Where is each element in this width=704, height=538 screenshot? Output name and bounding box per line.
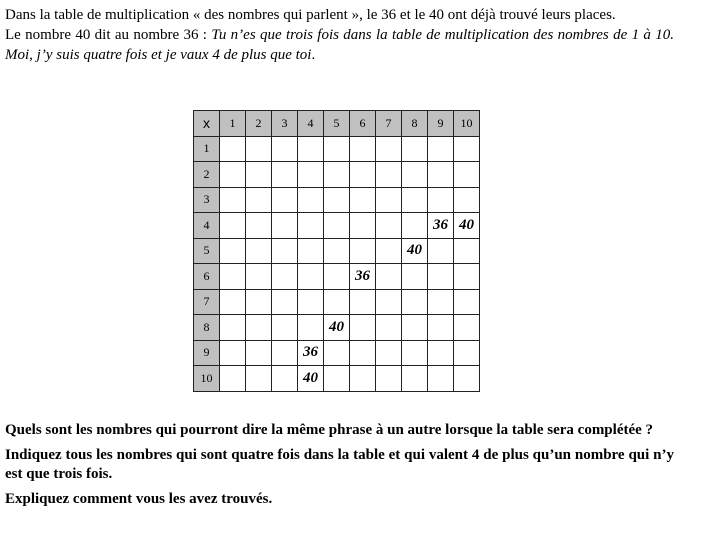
questions	[5, 421, 674, 515]
table-row	[194, 136, 480, 162]
table-cell	[428, 340, 454, 366]
table-cell	[298, 315, 324, 341]
question-3: Expliquez comment vous les avez trouvés.	[5, 491, 273, 507]
table-cell	[298, 136, 324, 162]
question-1: Quels sont les nombres qui pourront dire la même phrase à un autre lorsque la table sera complétée ?	[5, 422, 654, 438]
row-header-4: 4	[194, 213, 220, 239]
table-cell	[428, 136, 454, 162]
intro-text	[5, 5, 674, 65]
row-header-10: 10	[194, 366, 220, 392]
table-cell	[220, 340, 246, 366]
table-cell	[324, 238, 350, 264]
table-cell	[298, 187, 324, 213]
table-cell	[324, 264, 350, 290]
table-cell	[272, 162, 298, 188]
table-cell	[246, 366, 272, 392]
table-cell	[428, 238, 454, 264]
table-cell	[246, 238, 272, 264]
table-cell	[454, 366, 480, 392]
intro-quote-lead: Le nombre 40 dit au nombre 36 :	[5, 27, 212, 43]
row-header-3: 3	[194, 187, 220, 213]
table-cell	[324, 366, 350, 392]
table-row	[194, 366, 480, 392]
table-cell	[350, 238, 376, 264]
row-header-6: 6	[194, 264, 220, 290]
row-header-1: 1	[194, 136, 220, 162]
table-cell	[324, 187, 350, 213]
table-cell	[376, 366, 402, 392]
table-cell	[376, 238, 402, 264]
table-cell	[220, 136, 246, 162]
table-cell	[220, 264, 246, 290]
table-cell	[272, 136, 298, 162]
table-cell: 40	[298, 366, 324, 392]
col-header-2: 2	[246, 111, 272, 137]
table-cell	[350, 187, 376, 213]
table-cell: 36	[298, 340, 324, 366]
table-cell	[246, 213, 272, 239]
table-cell	[376, 213, 402, 239]
col-header-9: 9	[428, 111, 454, 137]
table-cell	[428, 187, 454, 213]
table-cell	[272, 340, 298, 366]
table-cell	[220, 187, 246, 213]
table-cell	[402, 315, 428, 341]
table-cell	[220, 162, 246, 188]
col-header-6: 6	[350, 111, 376, 137]
table-cell	[350, 136, 376, 162]
col-header-7: 7	[376, 111, 402, 137]
table-cell	[402, 187, 428, 213]
table-cell	[376, 289, 402, 315]
table-cell	[324, 289, 350, 315]
table-cell	[272, 264, 298, 290]
row-header-9: 9	[194, 340, 220, 366]
table-cell	[402, 366, 428, 392]
table-cell	[376, 340, 402, 366]
table-cell	[402, 213, 428, 239]
col-header-8: 8	[402, 111, 428, 137]
table-cell	[246, 264, 272, 290]
table-cell	[376, 315, 402, 341]
table-cell	[376, 264, 402, 290]
table-cell	[324, 136, 350, 162]
table-cell	[350, 340, 376, 366]
col-header-5: 5	[324, 111, 350, 137]
table-cell	[298, 162, 324, 188]
table-cell	[246, 315, 272, 341]
table-row	[194, 315, 480, 341]
table-cell	[298, 238, 324, 264]
table-cell	[402, 289, 428, 315]
table-cell	[454, 136, 480, 162]
table-cell	[324, 213, 350, 239]
table-cell	[402, 136, 428, 162]
table-row	[194, 264, 480, 290]
table-corner: x	[194, 111, 220, 137]
intro-quote-italic: Tu n’es que trois fois dans la table de multiplication des nombres de 1 à 10. Moi, j’y suis quatre fois et je vaux 4 de plus que toi	[5, 27, 674, 63]
table-cell	[324, 340, 350, 366]
table-cell	[402, 340, 428, 366]
table-cell: 36	[428, 213, 454, 239]
table-cell	[454, 162, 480, 188]
table-row	[194, 162, 480, 188]
table-cell	[376, 187, 402, 213]
table-cell: 36	[350, 264, 376, 290]
table-row	[194, 238, 480, 264]
table-cell	[272, 213, 298, 239]
table-cell	[428, 264, 454, 290]
table-cell	[350, 289, 376, 315]
table-cell	[454, 340, 480, 366]
table-cell	[454, 238, 480, 264]
table-cell: 40	[324, 315, 350, 341]
table-cell	[220, 238, 246, 264]
intro-paragraph-1: Dans la table de multiplication « des nombres qui parlent », le 36 et le 40 ont déjà trouvé leurs places.	[5, 7, 616, 23]
table-cell	[454, 187, 480, 213]
table-cell	[220, 213, 246, 239]
table-cell	[350, 315, 376, 341]
table-cell	[298, 264, 324, 290]
intro-paragraph-2	[5, 25, 674, 65]
table-cell	[350, 366, 376, 392]
table-cell	[428, 162, 454, 188]
col-header-4: 4	[298, 111, 324, 137]
table-cell	[272, 366, 298, 392]
table-cell	[272, 289, 298, 315]
table-cell	[402, 162, 428, 188]
table-cell	[272, 315, 298, 341]
table-cell	[272, 187, 298, 213]
table-cell	[298, 289, 324, 315]
table-cell	[454, 315, 480, 341]
table-cell	[298, 213, 324, 239]
table-cell	[454, 289, 480, 315]
table-cell	[246, 162, 272, 188]
col-header-3: 3	[272, 111, 298, 137]
table-cell	[246, 340, 272, 366]
table-cell	[246, 187, 272, 213]
row-header-2: 2	[194, 162, 220, 188]
table-cell: 40	[454, 213, 480, 239]
col-header-1: 1	[220, 111, 246, 137]
table-cell	[272, 238, 298, 264]
table-cell	[454, 264, 480, 290]
multiplication-table	[193, 110, 480, 392]
table-row	[194, 289, 480, 315]
table-cell	[220, 366, 246, 392]
question-2: Indiquez tous les nombres qui sont quatre fois dans la table et qui valent 4 de plus qu’un nombre qui n’y est que trois fois.	[5, 447, 674, 482]
table-row	[194, 187, 480, 213]
row-header-5: 5	[194, 238, 220, 264]
table-cell	[428, 315, 454, 341]
table-cell	[428, 366, 454, 392]
table-cell	[350, 162, 376, 188]
row-header-7: 7	[194, 289, 220, 315]
table-cell	[428, 289, 454, 315]
table-row	[194, 340, 480, 366]
table-cell	[376, 136, 402, 162]
table-cell	[220, 315, 246, 341]
intro-quote-end: .	[311, 47, 316, 63]
table-cell: 40	[402, 238, 428, 264]
table-cell	[402, 264, 428, 290]
table-cell	[350, 213, 376, 239]
table-cell	[376, 162, 402, 188]
col-header-10: 10	[454, 111, 480, 137]
table-row	[194, 213, 480, 239]
header-row	[194, 111, 480, 137]
table-cell	[324, 162, 350, 188]
table-cell	[246, 289, 272, 315]
table-cell	[246, 136, 272, 162]
table-cell	[220, 289, 246, 315]
row-header-8: 8	[194, 315, 220, 341]
